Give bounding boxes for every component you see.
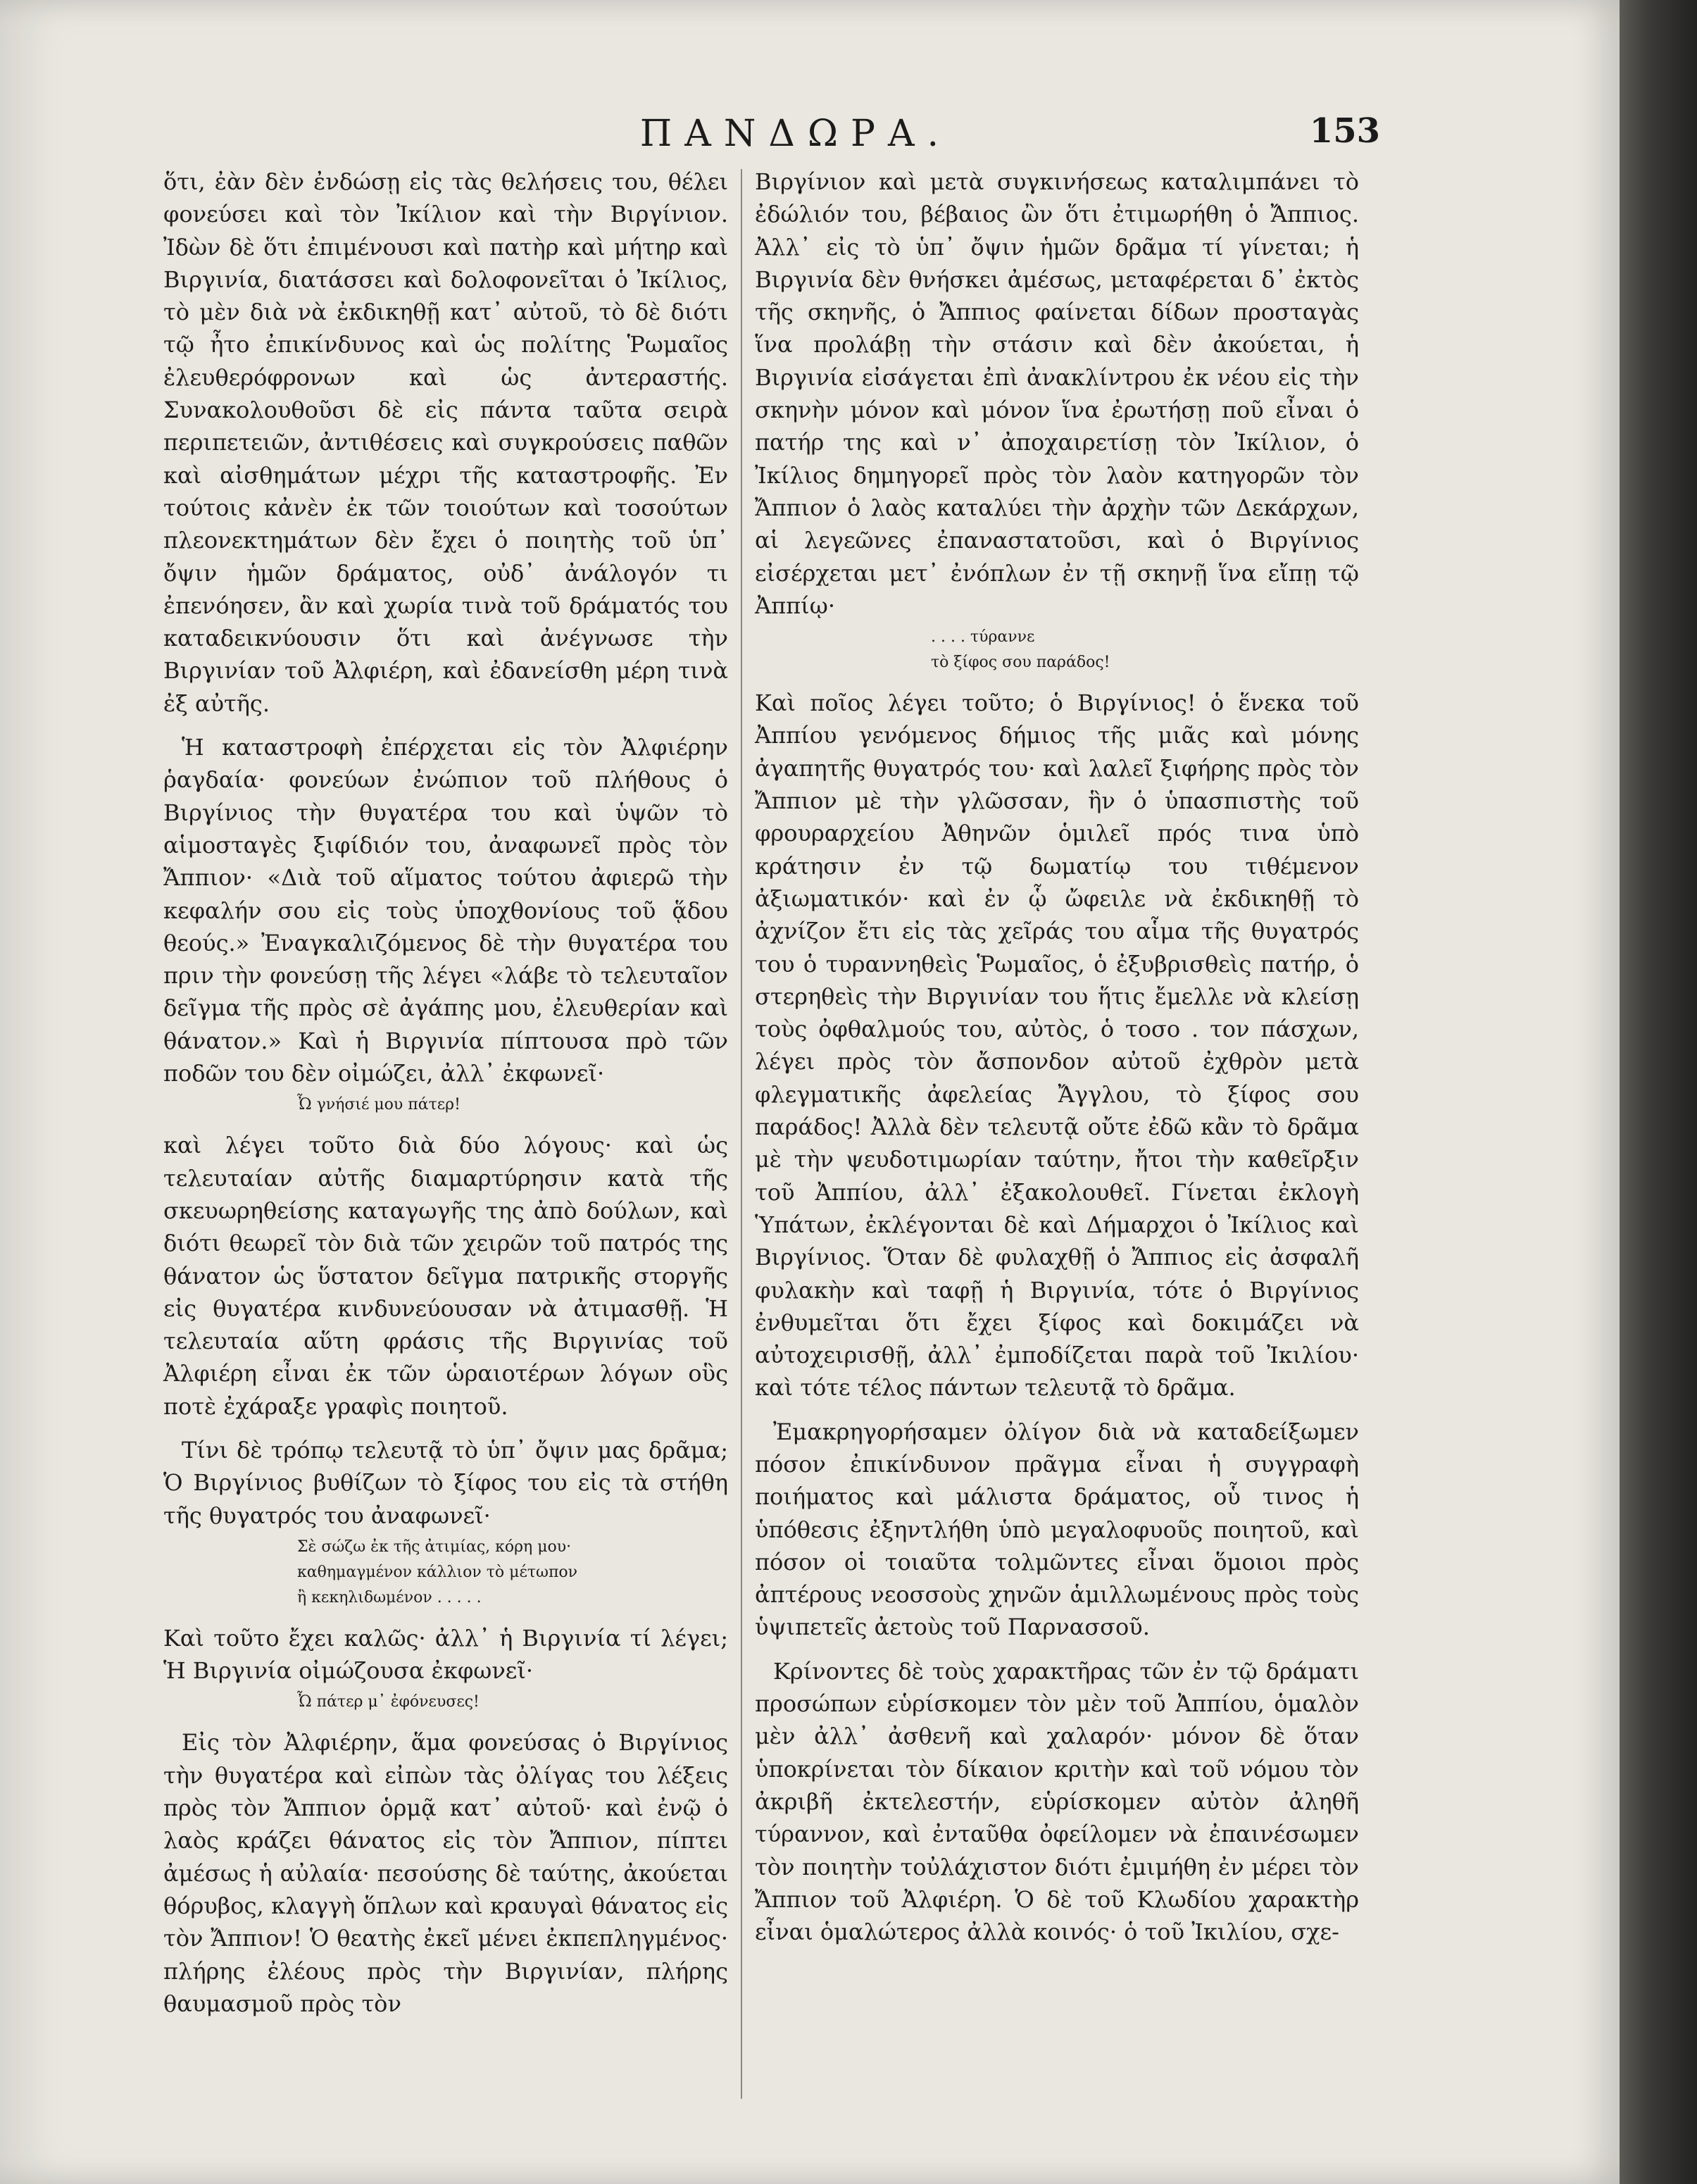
paragraph: Καὶ τοῦτο ἔχει καλῶς· ἀλλ᾽ ἡ Βιργινία τί λέγει; Ἡ Βιργινία οἰμώζουσα ἐκφωνεῖ· [163, 1624, 728, 1685]
verse-line: . . . . τύραννε [931, 628, 1035, 647]
verse-line: καθημαγμένον κάλλιον τὸ μέτωπον [297, 1563, 578, 1581]
verse-line: ἢ κεκηλιδωμένον . . . . . [297, 1588, 482, 1606]
verse-line: Σὲ σώζω ἐκ τῆς ἀτιμίας, κόρη μου· [297, 1537, 572, 1556]
verse-quote [755, 625, 1359, 675]
paragraph: καὶ λέγει τοῦτο διὰ δύο λόγους· καὶ ὡς τελευταίαν αὐτῆς διαμαρτύρησιν κατὰ τῆς σκευωρηθείσης καταγωγῆς της ἀπὸ δούλων, καὶ διότι θεωρεῖ τὸν διὰ τῶν χειρῶν τοῦ πατρός της θάνατον ὡς ὕστατον δεῖγμα πατρικῆς στοργῆς εἰς θυγατέρα κινδυνεύουσαν νὰ ἀτιμασθῇ. Ἡ τελευταία αὕτη φράσις τῆς Βιργινίας τοῦ Ἀλφιέρη εἶναι ἐκ τῶν ὡραιοτέρων λόγων οὓς ποτὲ ἐχάραξε γραφὶς ποιητοῦ. [163, 1132, 728, 1420]
right-column [755, 166, 1359, 1948]
verse-quote [163, 1092, 728, 1118]
page-number: 153 [1309, 111, 1380, 151]
verse-line: τὸ ξίφος σου παράδος! [931, 654, 1110, 672]
paragraph: Ἐμακρηγορήσαμεν ὀλίγον διὰ νὰ καταδείξωμεν πόσον ἐπικίνδυνον πρᾶγμα εἶναι ἡ συγγραφὴ ποιήματος καὶ μάλιστα δράματος, οὗ τινος ἡ ὑπόθεσις ἐξηντλήθη ὑπὸ μεγαλοφυοῦς ποιητοῦ, καὶ πόσον οἱ τοιαῦτα τολμῶντες εἶναι ὅμοιοι πρὸς ἀπτέρους νεοσσοὺς χηνῶν ἁμιλλωμένους πρὸς τοὺς ὑψιπετεῖς ἀετοὺς τοῦ Παρνασσοῦ. [755, 1418, 1359, 1641]
paragraph: Καὶ ποῖος λέγει τοῦτο; ὁ Βιργίνιος! ὁ ἕνεκα τοῦ Ἀππίου γενόμενος δήμιος τῆς μιᾶς καὶ μόνης ἀγαπητῆς θυγατρός του· καὶ λαλεῖ ξιφήρης πρὸς τὸν Ἄππιον μὲ τὴν γλῶσσαν, ἣν ὁ ὑπασπιστὴς τοῦ φρουραρχείου Ἀθηνῶν ὁμιλεῖ πρός τινα ὑπὸ κράτησιν ἐν τῷ δωματίῳ του τιθέμενον ἀξιωματικόν· καὶ ἐν ᾧ ὤφειλε νὰ ἐκδικηθῇ τὸ ἀχνίζον ἔτι εἰς τὰς χεῖράς του αἷμα τῆς θυγατρός του ὁ τυραννηθεὶς Ῥωμαῖος, ὁ ἐξυβρισθεὶς πατήρ, ὁ στερηθεὶς τὴν Βιργινίαν του ἥτις ἔμελλε νὰ κλείσῃ τοὺς ὀφθαλμούς του, αὐτὸς, ὁ τοσο . τον πάσχων, λέγει πρὸς τὸν ἄσπονδον αὐτοῦ ἐχθρὸν μετὰ φλεγματικῆς ἀφελείας Ἄγγλου, τὸ ξίφος σου παράδος! Ἀλλὰ δὲν τελευτᾷ οὔτε ἐδῶ κἂν τὸ δρᾶμα μὲ τὴν ψευδοτιμωρίαν ταύτην, ἤτοι τὴν καθεῖρξιν τοῦ Ἀππίου, ἀλλ᾽ ἐξακολουθεῖ. Γίνεται ἐκλογὴ Ὑπάτων, ἐκλέγονται δὲ καὶ Δήμαρχοι ὁ Ἰκίλιος καὶ Βιργίνιος. Ὅταν δὲ φυλαχθῇ ὁ Ἄππιος εἰς ἀσφαλῆ φυλακὴν καὶ ταφῇ ἡ Βιργινία, τότε ὁ Βιργίνιος ἐνθυμεῖται ὅτι ἔχει ξίφος καὶ δοκιμάζει νὰ αὐτοχειρισθῇ, ἀλλ᾽ ἐμποδίζεται παρὰ τοῦ Ἰκιλίου· καὶ τότε τέλος πάντων τελευτᾷ τὸ δρᾶμα. [755, 689, 1359, 1402]
book-binding-edge [1620, 0, 1697, 2184]
left-column [163, 166, 728, 2020]
paragraph: Εἰς τὸν Ἀλφιέρην, ἅμα φονεύσας ὁ Βιργίνιος τὴν θυγατέρα καὶ εἰπὼν τὰς ὀλίγας του λέξεις πρὸς τὸν Ἄππιον ὁρμᾷ κατ᾽ αὐτοῦ· καὶ ἐνῷ ὁ λαὸς κράζει θάνατος εἰς τὸν Ἄππιον, πίπτει ἀμέσως ἡ αὐλαία· πεσούσης δὲ ταύτης, ἀκούεται θόρυβος, κλαγγὴ ὅπλων καὶ κραυγαὶ θάνατος εἰς τὸν Ἄππιον! Ὁ θεατὴς ἐκεῖ μένει ἐκπεπληγμένος· πλήρης ἐλέους πρὸς τὴν Βιργινίαν, πλήρης θαυμασμοῦ πρὸς τὸν [163, 1729, 728, 2017]
verse-line: Ὦ πάτερ μ᾽ ἐφόνευσες! [297, 1693, 480, 1711]
verse-line: Ὦ γνήσιέ μου πάτερ! [297, 1096, 461, 1114]
paragraph: Κρίνοντες δὲ τοὺς χαρακτῆρας τῶν ἐν τῷ δράματι προσώπων εὑρίσκομεν τὸν μὲν τοῦ Ἀππίου, ὁμαλὸν μὲν ἀλλ᾽ ἀσθενῆ καὶ χαλαρόν· μόνον δὲ ὅταν ὑποκρίνεται τὸν δίκαιον κριτὴν καὶ τοῦ νόμου τὸν ἀκριβῆ ἐκτελεστήν, εὑρίσκομεν αὐτὸν ἀληθῆ τύραννον, καὶ ἐνταῦθα ὀφείλομεν νὰ ἐπαινέσωμεν τὸν ποιητὴν τοὐλάχιστον διότι ἐμιμήθη ἐν μέρει τὸν Ἄππιον τοῦ Ἀλφιέρη. Ὁ δὲ τοῦ Κλωδίου χαρακτὴρ εἶναι ὁμαλώτερος ἀλλὰ κοινός· ὁ τοῦ Ἰκιλίου, σχε- [755, 1657, 1359, 1946]
paragraph: ὅτι, ἐὰν δὲν ἐνδώσῃ εἰς τὰς θελήσεις του, θέλει φονεύσει καὶ τὸν Ἰκίλιον καὶ τὴν Βιργίνιον. Ἰδὼν δὲ ὅτι ἐπιμένουσι καὶ πατὴρ καὶ μήτηρ καὶ Βιργινία, διατάσσει καὶ δολοφονεῖται ὁ Ἰκίλιος, τὸ μὲν διὰ νὰ ἐκδικηθῇ κατ᾽ αὐτοῦ, τὸ δὲ διότι τῷ ἦτο ἐπικίνδυνος καὶ ὡς πολίτης Ῥωμαῖος ἐλευθερόφρονων καὶ ὡς ἀντεραστής. Συνακολουθοῦσι δὲ εἰς πάντα ταῦτα σειρὰ περιπετειῶν, ἀντιθέσεις καὶ συγκρούσεις παθῶν καὶ αἰσθημάτων μέχρι τῆς καταστροφῆς. Ἐν τούτοις κἀνὲν ἐκ τῶν τοιούτων καὶ τοσούτων πλεονεκτημάτων δὲν ἔχει ὁ ποιητὴς τοῦ ὑπ᾽ ὄψιν ἡμῶν δράματος, οὐδ᾽ ἀνάλογόν τι ἐπενόησεν, ἂν καὶ χωρία τινὰ τοῦ δράματός του καταδεικνύουσιν ὅτι καὶ ἀνέγνωσε τὴν Βιργινίαν τοῦ Ἀλφιέρη, καὶ ἐδανείσθη μέρη τινὰ ἐξ αὐτῆς. [163, 168, 728, 717]
verse-quote [163, 1535, 728, 1611]
paragraph: Ἡ καταστροφὴ ἐπέρχεται εἰς τὸν Ἀλφιέρην ῥαγδαία· φονεύων ἐνώπιον τοῦ πλήθους ὁ Βιργίνιος τὴν θυγατέρα του καὶ ὑψῶν τὸ αἱμοσταγὲς ξιφίδιόν του, ἀναφωνεῖ πρὸς τὸν Ἄππιον· «Διὰ τοῦ αἵματος τούτου ἀφιερῶ τὴν κεφαλήν σου εἰς τοὺς ὑποχθονίους τοῦ ᾅδου θεούς.» Ἐναγκαλιζόμενος δὲ τὴν θυγατέρα του πριν τὴν φονεύσῃ τῆς λέγει «λάβε τὸ τελευταῖον δεῖγμα τῆς πρὸς σὲ ἀγάπης μου, ἐλευθερίαν καὶ θάνατον.» Καὶ ἡ Βιργινία πίπτουσα πρὸ τῶν ποδῶν του δὲν οἰμώζει, ἀλλ᾽ ἐκφωνεῖ· [163, 734, 728, 1087]
paragraph: Τίνι δὲ τρόπῳ τελευτᾷ τὸ ὑπ᾽ ὄψιν μας δρᾶμα; Ὁ Βιργίνιος βυθίζων τὸ ξίφος του εἰς τὰ στήθη τῆς θυγατρός του ἀναφωνεῖ· [163, 1436, 728, 1529]
verse-quote [163, 1690, 728, 1715]
running-head-title: ΠΑΝΔΩΡΑ. [639, 113, 952, 155]
column-divider [741, 169, 742, 2099]
paragraph: Βιργίνιον καὶ μετὰ συγκινήσεως καταλιμπάνει τὸ ἐδώλιόν του, βέβαιος ὢν ὅτι ἐτιμωρήθη ὁ Ἄππιος. Ἀλλ᾽ εἰς τὸ ὑπ᾽ ὄψιν ἡμῶν δρᾶμα τί γίνεται; ἡ Βιργινία δὲν θνήσκει ἀμέσως, μεταφέρεται δ᾽ ἐκτὸς τῆς σκηνῆς, ὁ Ἄππιος φαίνεται δίδων προσταγὰς ἵνα προλάβῃ τὴν στάσιν καὶ δὲν ἀκούεται, ἡ Βιργινία εἰσάγεται ἐπὶ ἀνακλίντρου ἐκ νέου εἰς τὴν σκηνὴν μόνον καὶ μόνον ἵνα ἐρωτήσῃ ποῦ εἶναι ὁ πατήρ της καὶ ν᾽ ἀποχαιρετίσῃ τὸν Ἰκίλιον, ὁ Ἰκίλιος δημηγορεῖ πρὸς τὸν λαὸν κατηγορῶν τὸν Ἄππιον ὁ λαὸς καταλύει τὴν ἀρχὴν τῶν Δεκάρχων, αἱ λεγεῶνες ἐπαναστατοῦσι, καὶ ὁ Βιργίνιος εἰσέρχεται μετ᾽ ἐνόπλων ἐν τῇ σκηνῇ ἵνα εἴπῃ τῷ Ἀππίῳ· [755, 168, 1359, 619]
